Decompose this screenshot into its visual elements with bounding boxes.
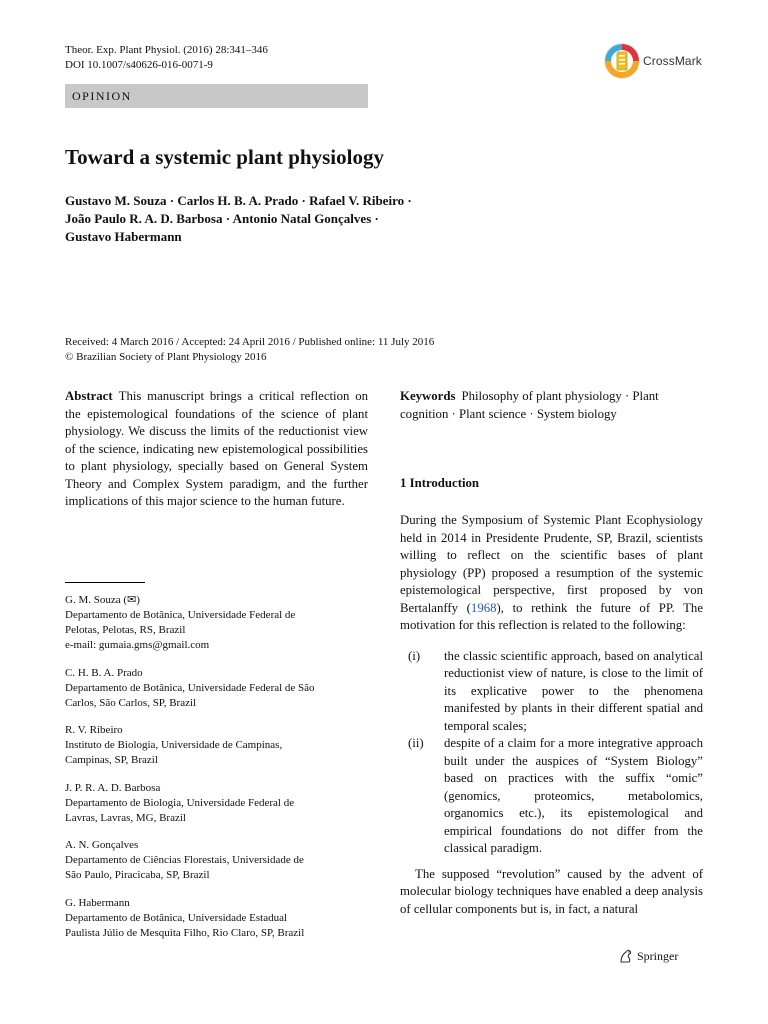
enumerated-list: [400, 648, 703, 858]
abstract: [65, 388, 368, 511]
affiliation-line: Paulista Júlio de Mesquita Filho, Rio Claro, SP, Brazil: [65, 926, 305, 939]
intro-text: ), to rethink the future of PP. The motivation for this reflection is related to the following:: [400, 600, 703, 632]
affiliations: [65, 593, 368, 953]
list-item-number: (ii): [408, 736, 424, 750]
email-link[interactable]: e-mail: gumaia.gms@gmail.com: [65, 639, 210, 651]
affiliation-name: J. P. R. A. D. Barbosa: [65, 781, 161, 794]
author-line: João Paulo R. A. D. Barbosa · Antonio Natal Gonçalves ·: [65, 211, 379, 226]
list-item: [400, 648, 703, 736]
affiliation-block: [65, 896, 368, 941]
affiliation-name: A. N. Gonçalves: [65, 839, 139, 851]
publisher-logo: [618, 948, 678, 964]
left-column: [65, 388, 368, 511]
affiliation-name: C. H. B. A. Prado: [65, 666, 143, 679]
keywords-label: Keywords: [400, 389, 456, 403]
citation-link[interactable]: 1968: [470, 600, 497, 615]
keywords: [400, 388, 703, 423]
article-title: Toward a systemic plant physiology: [65, 145, 384, 169]
affiliation-line: Departamento de Ciências Florestais, Universidade de: [65, 854, 304, 866]
springer-horse-icon: [618, 948, 634, 964]
author-line: Gustavo Habermann: [65, 229, 182, 244]
crossmark-icon: [603, 42, 641, 80]
affiliation-line: Departamento de Botânica, Universidade Federal de São: [65, 681, 315, 694]
list-item-number: (i): [408, 648, 421, 663]
affiliation-line: Campinas, SP, Brazil: [65, 754, 158, 766]
footnote-divider: [65, 582, 145, 583]
right-column: [400, 388, 703, 423]
history-line: Received: 4 March 2016 / Accepted: 24 April 2016 / Published online: 11 July 2016: [65, 336, 435, 348]
affiliation-line: São Paulo, Piracicaba, SP, Brazil: [65, 869, 210, 881]
keywords-text: Philosophy of plant physiology · Plant cognition · Plant science · System biology: [400, 389, 659, 421]
affiliation-block: [65, 781, 368, 826]
intro-paragraph: [400, 512, 703, 635]
affiliation-line: Instituto de Biologia, Universidade de Campinas,: [65, 739, 283, 751]
list-item-text: despite of a claim for a more integrative approach built under the auspices of “System Biology” based on practices with the suffix “omic” (genomics, proteomics, metabolomics, organomics etc.), its epistemological and empirical foundations do not differ from the classical paradigm.: [444, 736, 703, 855]
citation-line: Theor. Exp. Plant Physiol. (2016) 28:341–346: [65, 44, 268, 56]
abstract-text: This manuscript brings a critical reflection on the epistemological foundations of the science of plant physiology. We discuss the limits of the reductionist view of the science, indicating new epistemological possibilities to plant physiology, specially based on General System Theory and Complex System paradigm, and the further implications of this major science to the human future.: [65, 389, 368, 508]
author-list: [65, 192, 412, 246]
crossmark-label: CrossMark: [643, 54, 702, 68]
abstract-label: Abstract: [65, 389, 113, 403]
section-heading: 1 Introduction: [400, 476, 480, 490]
affiliation-line: Departamento de Botânica, Universidade Estadual: [65, 911, 288, 924]
affiliation-block: [65, 723, 368, 768]
affiliation-name: R. V. Ribeiro: [65, 724, 123, 736]
article-category-banner: OPINION: [65, 84, 368, 108]
doi-line[interactable]: DOI 10.1007/s40626-016-0071-9: [65, 59, 213, 71]
affiliation-block: [65, 666, 368, 711]
affiliation-line: Lavras, Lavras, MG, Brazil: [65, 811, 186, 824]
list-item: [400, 735, 703, 858]
intro-paragraph: The supposed “revolution” caused by the advent of molecular biology techniques have enabled a deep analysis of cellular components but is, in fact, a natural: [400, 866, 703, 916]
affiliation-line: Departamento de Biologia, Universidade Federal de: [65, 796, 295, 809]
affiliation-block: [65, 593, 368, 653]
list-item-text: the classic scientific approach, based on analytical reductionist view of nature, is close to the limit of its explicative power to the phenomena manifested by plants in their different spatial and temporal scales;: [444, 648, 703, 733]
affiliation-line: Carlos, São Carlos, SP, Brazil: [65, 696, 197, 709]
crossmark-badge[interactable]: [603, 42, 723, 80]
copyright-line: © Brazilian Society of Plant Physiology 2016: [65, 351, 267, 363]
publication-dates: [65, 335, 434, 365]
affiliation-name: G. Habermann: [65, 896, 130, 909]
intro-text: During the Symposium of Systemic Plant Ecophysiology held in 2014 in Presidente Prudente, SP, Brazil, scientists willing to reflect on the scientific bases of plant physiology (PP) proposed a resumption of the systemic epistemological perspective, first proposed by von Bertalanffy (: [400, 513, 703, 615]
publisher-name: Springer: [637, 948, 679, 963]
affiliation-name: G. M. Souza (✉): [65, 594, 140, 606]
author-line: Gustavo M. Souza · Carlos H. B. A. Prado · Rafael V. Ribeiro ·: [65, 193, 412, 208]
affiliation-line: Departamento de Botânica, Universidade Federal de: [65, 609, 296, 621]
introduction-body: [400, 512, 703, 918]
affiliation-line: Pelotas, Pelotas, RS, Brazil: [65, 624, 186, 636]
affiliation-block: [65, 838, 368, 883]
journal-citation: [65, 43, 268, 73]
